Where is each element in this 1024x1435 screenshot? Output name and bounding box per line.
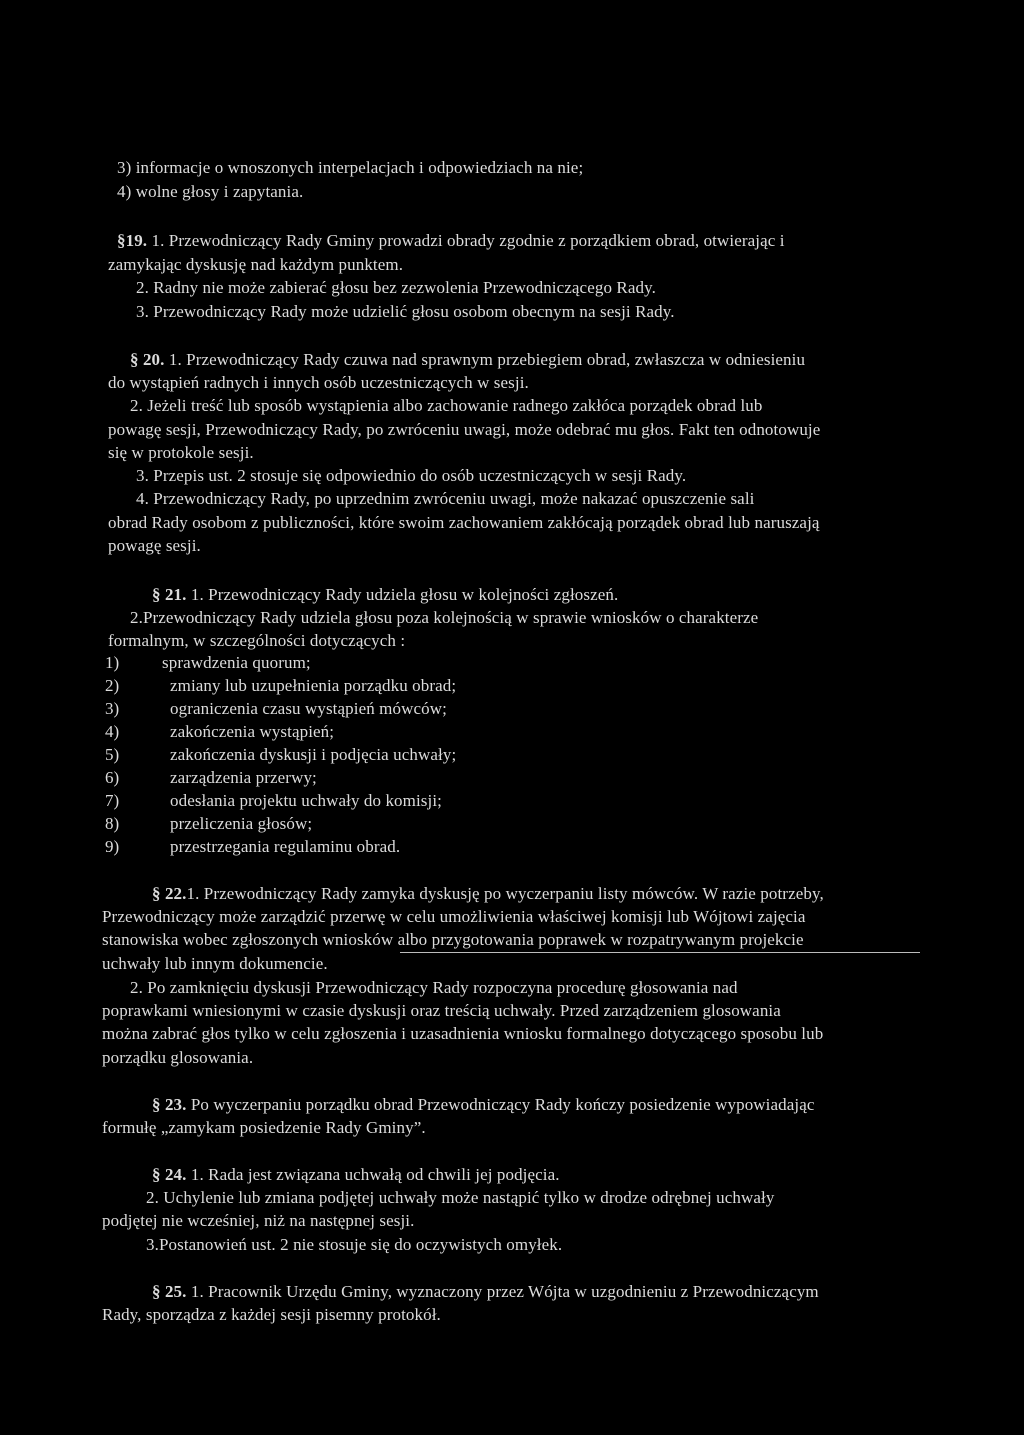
s22-p2-line4: porządku glosowania. [102, 1048, 254, 1067]
s20-p2-line3: się w protokole sesji. [108, 443, 254, 462]
s23-p1-line1 [152, 1095, 815, 1115]
s18-item-3: 3) informacje o wnoszonych interpelacjach i odpowiedziach na nie; [117, 158, 584, 177]
s22-p1-line4: uchwały lub innym dokumencie. [102, 954, 328, 973]
list-item-number: 5) [105, 745, 120, 764]
s19-label: §19. [117, 231, 148, 250]
s25-p1-line2: Rady, sporządza z każdej sesji pisemny protokół. [102, 1305, 441, 1324]
s21-p1-text: 1. Przewodniczący Rady udziela głosu w kolejności zgłoszeń. [186, 585, 619, 604]
list-item-number: 3) [105, 699, 120, 718]
s24-p3: 3.Postanowień ust. 2 nie stosuje się do oczywistych omyłek. [146, 1235, 563, 1254]
s21-label: § 21. [152, 585, 187, 604]
s24-p1-text: 1. Rada jest związana uchwałą od chwili jej podjęcia. [186, 1165, 560, 1184]
list-item-text: odesłania projektu uchwały do komisji; [170, 791, 442, 810]
s20-p4-line2: obrad Rady osobom z publiczności, które swoim zachowaniem zakłócają porządek obrad lub naruszają [108, 513, 820, 532]
list-item-text: ograniczenia czasu wystąpień mówców; [170, 699, 447, 718]
list-item-number: 4) [105, 722, 120, 741]
s24-p2-line1: 2. Uchylenie lub zmiana podjętej uchwały może nastąpić tylko w drodze odrębnej uchwały [146, 1188, 775, 1207]
list-item-number: 7) [105, 791, 120, 810]
s22-p1-text: 1. Przewodniczący Rady zamyka dyskusję po wyczerpaniu listy mówców. W razie potrzeby, [186, 884, 824, 903]
list-item-number: 1) [105, 653, 120, 672]
s24-p1 [152, 1165, 560, 1185]
s20-p2-line1: 2. Jeżeli treść lub sposób wystąpienia albo zachowanie radnego zakłóca porządek obrad lub [130, 396, 763, 415]
s20-p1-line2: do wystąpień radnych i innych osób uczestniczących w sesji. [108, 373, 529, 392]
s22-p2-line1: 2. Po zamknięciu dyskusji Przewodniczący Rady rozpoczyna procedurę głosowania nad [130, 978, 738, 997]
list-item-number: 8) [105, 814, 120, 833]
list-item-text: zarządzenia przerwy; [170, 768, 317, 787]
s24-p2-line2: podjętej nie wcześniej, niż na następnej sesji. [102, 1211, 415, 1230]
list-item-number: 9) [105, 837, 120, 856]
s23-p1-text: Po wyczerpaniu porządku obrad Przewodniczący Rady kończy posiedzenie wypowiadając [186, 1095, 815, 1114]
s25-p1-text: 1. Pracownik Urzędu Gminy, wyznaczony przez Wójta w uzgodnieniu z Przewodniczącym [186, 1282, 819, 1301]
s21-p2-line1: 2.Przewodniczący Rady udziela głosu poza kolejnością w sprawie wniosków o charakterze [130, 608, 759, 627]
s19-p1-line2: zamykając dyskusję nad każdym punktem. [108, 255, 404, 274]
s20-p4-line1: 4. Przewodniczący Rady, po uprzednim zwróceniu uwagi, może nakazać opuszczenie sali [136, 489, 755, 508]
s20-p2-line2: powagę sesji, Przewodniczący Rady, po zwróceniu uwagi, może odebrać mu głos. Fakt ten odnotowuje [108, 420, 821, 439]
s19-p2: 2. Radny nie może zabierać głosu bez zezwolenia Przewodniczącego Rady. [136, 278, 656, 297]
s24-label: § 24. [152, 1165, 187, 1184]
s18-item-4: 4) wolne głosy i zapytania. [117, 182, 304, 201]
s22-p1-line2: Przewodniczący może zarządzić przerwę w celu umożliwienia właściwej komisji lub Wójtowi zajęcia [102, 907, 806, 926]
list-item-number: 2) [105, 676, 120, 695]
list-item-number: 6) [105, 768, 120, 787]
s20-p1-text: 1. Przewodniczący Rady czuwa nad sprawnym przebiegiem obrad, zwłaszcza w odniesieniu [164, 350, 806, 369]
s19-p1-text: 1. Przewodniczący Rady Gminy prowadzi obrady zgodnie z porządkiem obrad, otwierając i [147, 231, 785, 250]
list-item-text: przeliczenia głosów; [170, 814, 313, 833]
s25-p1-line1 [152, 1282, 819, 1302]
s22-p1-line1 [152, 884, 824, 904]
s20-label: § 20. [130, 350, 165, 369]
s21-p2-line2: formalnym, w szczególności dotyczących : [108, 631, 406, 650]
s19-p3: 3. Przewodniczący Rady może udzielić głosu osobom obecnym na sesji Rady. [136, 302, 675, 321]
list-item-text: sprawdzenia quorum; [162, 653, 311, 672]
s20-p4-line3: powagę sesji. [108, 536, 201, 555]
list-item-text: zmiany lub uzupełnienia porządku obrad; [170, 676, 457, 695]
s22-label: § 22. [152, 884, 187, 903]
s22-p2-line3: można zabrać głos tylko w celu zgłoszenia i uzasadnienia wniosku formalnego dotyczącego sposobu lub [102, 1024, 824, 1043]
list-item-text: przestrzegania regulaminu obrad. [170, 837, 401, 856]
list-item-text: zakończenia dyskusji i podjęcia uchwały; [170, 745, 457, 764]
s22-p2-line2: poprawkami wniesionymi w czasie dyskusji oraz treścią uchwały. Przed zarządzeniem glosowania [102, 1001, 781, 1020]
scan-rule [400, 952, 920, 953]
s22-p1-line3: stanowiska wobec zgłoszonych wniosków albo przygotowania poprawek w rozpatrywanym projekcie [102, 930, 804, 949]
s23-label: § 23. [152, 1095, 187, 1114]
s25-label: § 25. [152, 1282, 187, 1301]
list-item-text: zakończenia wystąpień; [170, 722, 335, 741]
s19-p1-line1 [117, 231, 785, 251]
s20-p1-line1 [130, 350, 805, 370]
s23-p1-line2: formułę „zamykam posiedzenie Rady Gminy”. [102, 1118, 426, 1137]
s21-p1 [152, 585, 618, 605]
s20-p3: 3. Przepis ust. 2 stosuje się odpowiednio do osób uczestniczących w sesji Rady. [136, 466, 687, 485]
